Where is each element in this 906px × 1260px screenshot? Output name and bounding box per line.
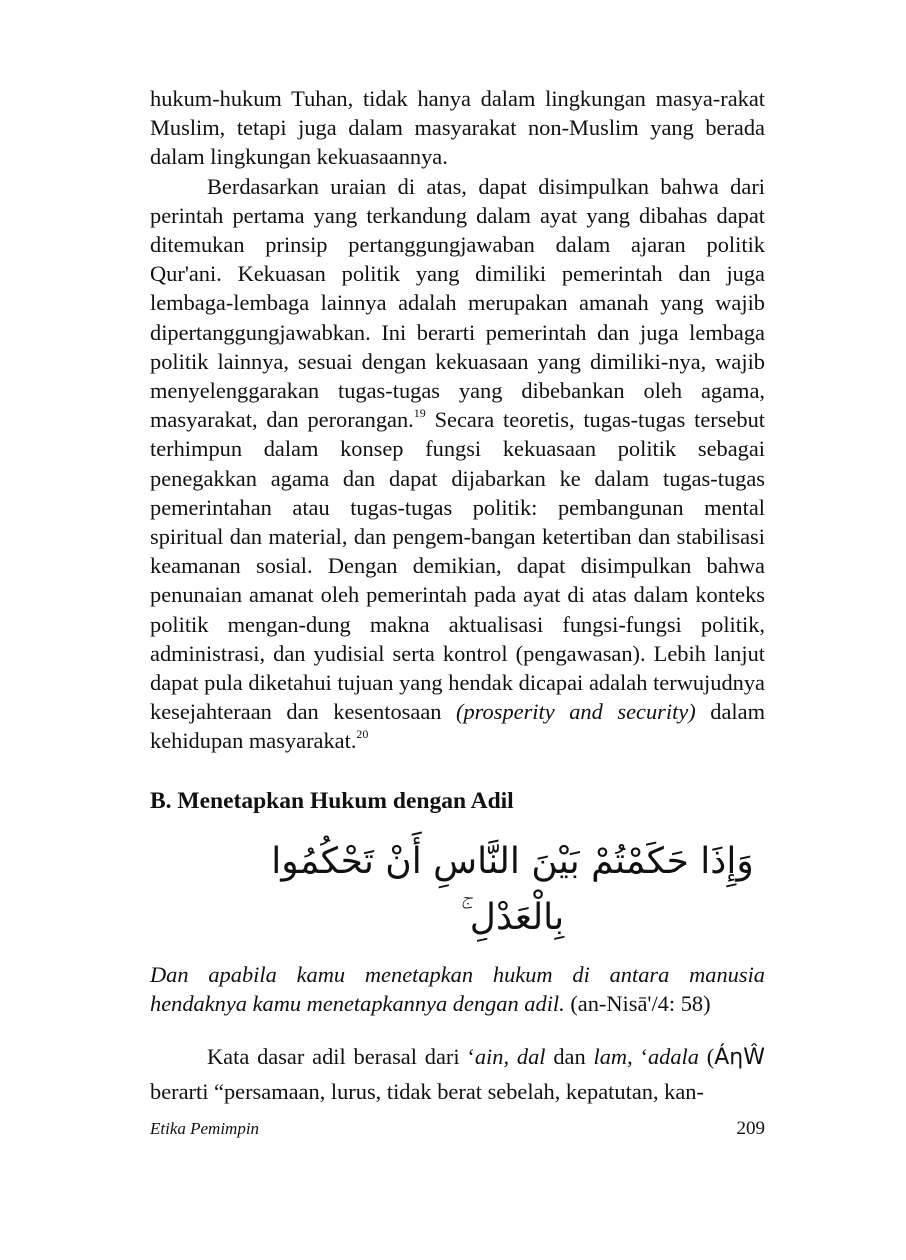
- italic-term: lam: [593, 1044, 628, 1070]
- italic-term: adala: [647, 1044, 699, 1070]
- footnote-ref-19: 19: [413, 405, 426, 420]
- verse-reference: (an-Nisā'/4: 58): [564, 990, 711, 1016]
- paragraph-text: hukum-hukum Tuhan, tidak hanya dalam lingkungan masya-rakat Muslim, tetapi juga dalam masyarakat non-Muslim yang berada dalam lingkungan kekuasaannya.: [150, 86, 765, 170]
- garbled-arabic-glyph: ÁηŴ: [714, 1045, 765, 1071]
- paragraph-text: Kata dasar adil berasal dari ‘: [207, 1044, 475, 1070]
- running-title: Etika Pemimpin: [150, 1119, 260, 1138]
- translation-text: Dan apabila kamu menetapkan hukum di antara manusia hendaknya kamu menetapkannya dengan adil.: [150, 961, 765, 1016]
- paragraph-continuation: [150, 84, 765, 172]
- paragraph-text: Secara teoretis, tugas-tugas tersebut terhimpun dalam konsep fungsi kekuasaan politik sebagai penegakkan agama dan dapat dijabarkan ke dalam tugas-tugas pemerintahan atau tugas-tugas politik: pembangunan mental spiritual dan material, dan pengem-bangan ketertiban dan stabilisasi keamanan sosial. Dengan demikian, dapat disimpulkan bahwa penunaian amanat oleh pemerintah pada ayat di atas dalam konteks politik mengan-dung makna aktualisasi fungsi-fungsi politik, administrasi, dan yudisial serta kontrol (pengawasan). Lebih lanjut dapat pula diketahui tujuan yang hendak dicapai adalah terwujudnya kesejahteraan dan kesentosaan: [150, 407, 765, 725]
- footnote-ref-20: 20: [356, 727, 369, 741]
- paragraph-kata-dasar: [150, 1040, 765, 1109]
- paragraph-text: dalam kehidupan masyarakat.: [150, 699, 765, 754]
- italic-term: (prosperity and security): [456, 699, 696, 725]
- page-number: 209: [736, 1118, 765, 1139]
- italic-term: ain, dal: [474, 1044, 546, 1070]
- verse-translation: [150, 960, 765, 1018]
- paragraph-text: , ‘: [627, 1044, 648, 1070]
- page-footer: [150, 1114, 765, 1144]
- page-content: [150, 84, 765, 1109]
- section-heading: B. Menetapkan Hukum dengan Adil: [150, 787, 514, 814]
- paragraph-text: dan: [545, 1044, 594, 1070]
- quran-verse-arabic: وَإِذَا حَكَمْتُمْ بَيْنَ النَّاسِ أَنْ تَحْكُمُوا بِالْعَدْلِ ۚ: [271, 840, 754, 938]
- paragraph-conclusion: [150, 172, 765, 756]
- paragraph-text: (: [698, 1044, 715, 1070]
- paragraph-text: berarti “persamaan, lurus, tidak berat sebelah, kepatutan, kan-: [150, 1079, 704, 1105]
- paragraph-text: Berdasarkan uraian di atas, dapat disimpulkan bahwa dari perintah pertama yang terkandung dalam ayat yang dibahas dapat ditemukan prinsip pertanggungjawaban dalam ajaran politik Qur'ani. Kekuasan politik yang dimiliki pemerintah dan juga lembaga-lembaga lainnya adalah merupakan amanah yang wajib dipertanggungjawabkan. Ini berarti pemerintah dan juga lembaga politik lainnya, sesuai dengan kekuasaan yang dimiliki-nya, wajib menyelenggarakan tugas-tugas yang dibebankan oleh agama, masyarakat, dan perorangan.: [150, 173, 765, 433]
